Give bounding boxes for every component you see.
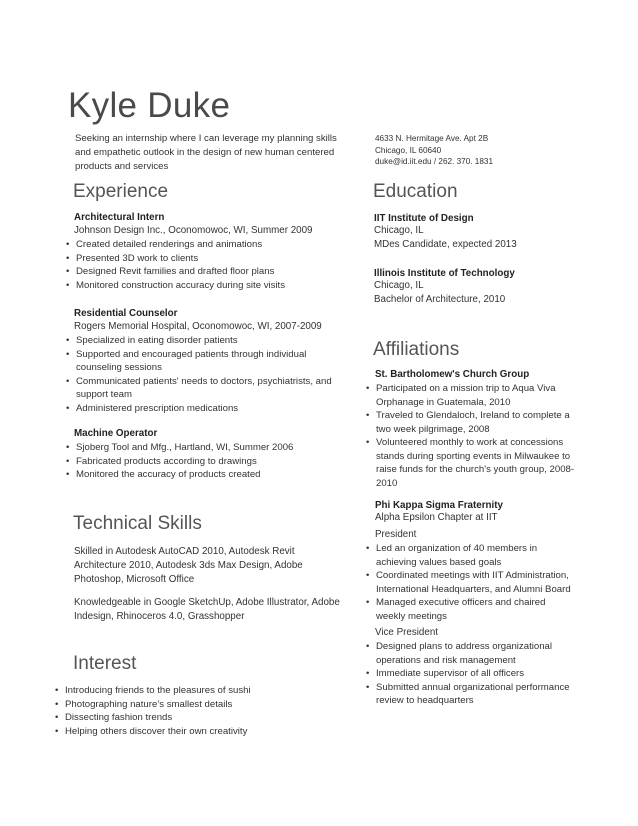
list-item: • Dissecting fashion trends [55,711,335,725]
job-machine-operator [66,428,356,482]
technical-skills-knowledgeable: Knowledgeable in Google SketchUp, Adobe Illustrator, Adobe Indesign, Rhinoceros 4.0, Grasshopper [74,597,340,622]
list-item: • Coordinated meetings with IIT Administration, International Headquarters, and Alumni Board [366,569,576,596]
job-residential-counselor [66,308,356,415]
list-item: • Designed plans to address organizational operations and risk management [366,640,576,667]
list-item: • Photographing nature’s smallest details [55,698,335,712]
list-item: • Administered prescription medications [66,402,356,416]
list-item: • Designed Revit families and drafted floor plans [66,265,356,279]
school-degree: Bachelor of Architecture, 2010 [374,294,506,305]
school-iit-id [374,213,594,252]
technical-skills-skilled: Skilled in Autodesk AutoCAD 2010, Autodesk Revit Architecture 2010, Autodesk 3ds Max Design, Adobe Photoshop, Microsoft Office [74,546,303,585]
job-title: Machine Operator [74,428,158,439]
affiliation-fraternity [366,500,576,708]
school-name: Illinois Institute of Technology [374,268,515,279]
affiliation-title: Phi Kappa Sigma Fraternity [375,500,503,511]
contact-email-phone: duke@id.iit.edu / 262. 370. 1831 [375,157,494,166]
school-city: Chicago, IL [374,225,424,236]
affiliation-chapter: Alpha Epsilon Chapter at IIT [375,512,498,523]
role-vice-president: Vice President [375,627,438,638]
list-item: • Immediate supervisor of all officers [366,667,576,681]
list-item: • Managed executive officers and chaired weekly meetings [366,596,576,623]
contact-block [375,133,493,168]
list-item: • Supported and encouraged patients through individual counseling sessions [66,348,346,375]
list-item: • Monitored construction accuracy during site visits [66,279,356,293]
school-iit [374,268,594,307]
job-org: Rogers Memorial Hospital, Oconomowoc, WI, 2007-2009 [74,321,322,332]
list-item: • Fabricated products according to drawings [66,455,356,469]
technical-skills-heading: Technical Skills [73,513,202,534]
list-item: • Submitted annual organizational performance review to headquarters [366,681,576,708]
list-item: • Traveled to Glendaloch, Ireland to complete a two week pilgrimage, 2008 [366,409,576,436]
experience-heading: Experience [73,181,169,202]
job-architectural-intern [66,212,356,292]
list-item: • Presented 3D work to clients [66,252,356,266]
list-item: • Specialized in eating disorder patients [66,334,356,348]
list-item: • Helping others discover their own creativity [55,725,335,739]
objective-statement: Seeking an internship where I can leverage my planning skills and empathetic outlook in the design of new human centered products and services [75,133,337,172]
role-president: President [375,529,417,540]
job-title: Architectural Intern [74,212,165,223]
list-item: • Led an organization of 40 members in achieving values based goals [366,542,576,569]
affiliations-heading: Affiliations [373,339,460,360]
job-org: Johnson Design Inc., Oconomowoc, WI, Summer 2009 [74,225,313,236]
interest-list [55,684,335,738]
school-name: IIT Institute of Design [374,213,474,224]
affiliation-church-group [366,369,576,490]
list-item: • Introducing friends to the pleasures of sushi [55,684,335,698]
education-heading: Education [373,181,458,202]
list-item: • Communicated patients' needs to doctors, psychiatrists, and support team [66,375,351,402]
list-item: • Sjoberg Tool and Mfg., Hartland, WI, Summer 2006 [66,441,356,455]
list-item: • Monitored the accuracy of products created [66,468,356,482]
school-degree: MDes Candidate, expected 2013 [374,239,517,250]
interest-heading: Interest [73,653,137,674]
list-item: • Created detailed renderings and animations [66,238,356,252]
list-item: • Participated on a mission trip to Aqua Viva Orphanage in Guatemala, 2010 [366,382,576,409]
contact-city: Chicago, IL 60640 [375,145,442,155]
affiliation-title: St. Bartholomew's Church Group [375,369,530,380]
list-item: • Volunteered monthly to work at concessions stands during sporting events in Milwaukee to raise funds for the church's youth group, 2008-2010 [366,436,576,490]
resume-name: Kyle Duke [68,86,231,125]
school-city: Chicago, IL [374,280,424,291]
contact-address: 4633 N. Hermitage Ave. Apt 2B [375,134,489,143]
job-title: Residential Counselor [74,308,178,319]
